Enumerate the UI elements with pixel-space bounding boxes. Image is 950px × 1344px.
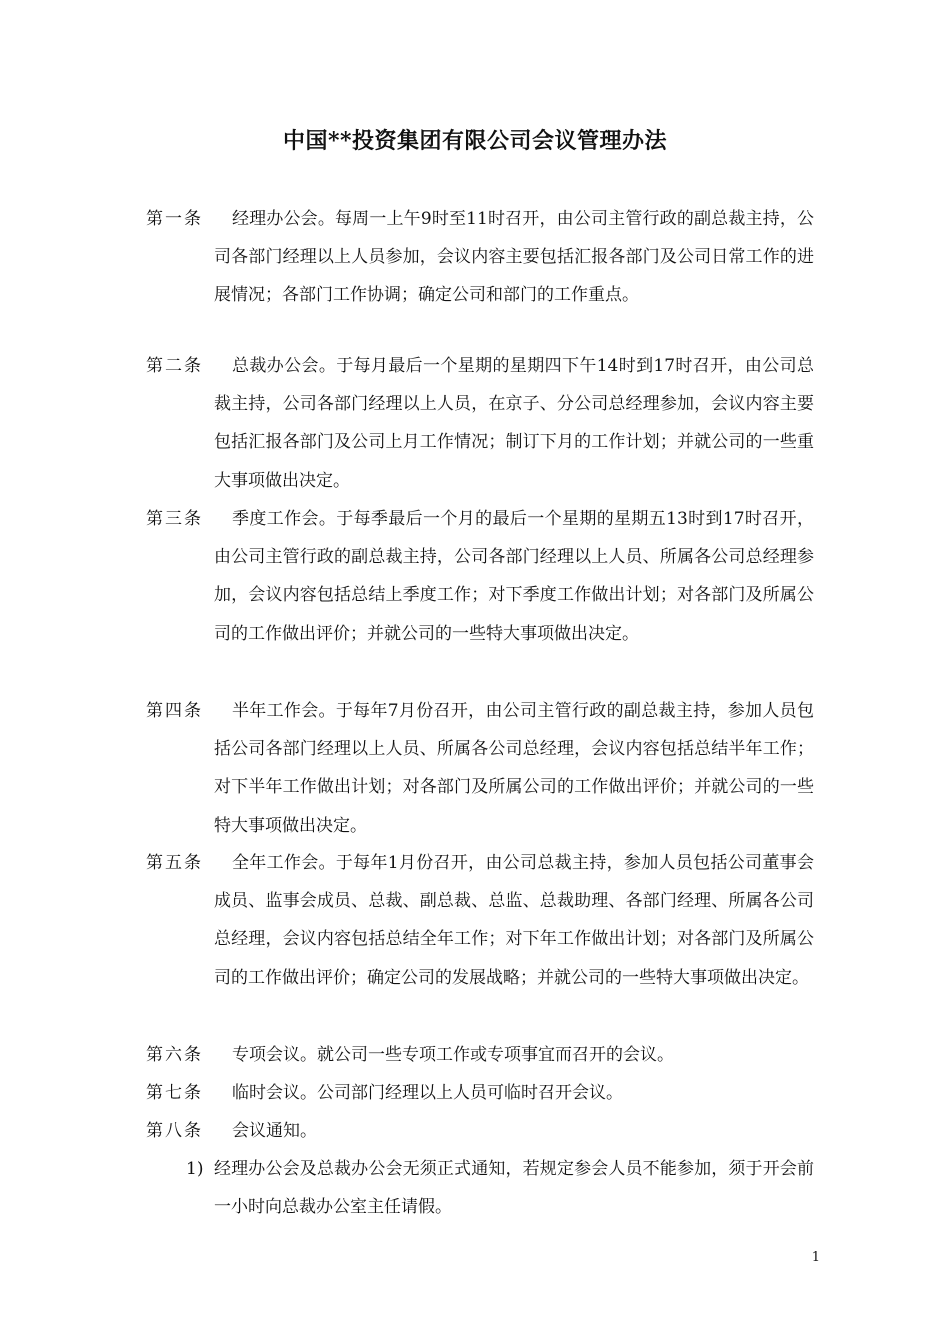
article-6 xyxy=(146,1036,826,1074)
sub-item-text: 经理办公会及总裁办公会无须正式通知，若规定参会人员不能参加，须于开会前一小时向总裁办公室主任请假。 xyxy=(214,1159,814,1218)
article-label: 第二条 xyxy=(146,356,203,376)
article-label: 第五条 xyxy=(146,853,203,873)
article-text: 半年工作会。于每年7月份召开，由公司主管行政的副总裁主持，参加人员包括公司各部门经理以上人员、所属各公司总经理，会议内容包括总结半年工作；对下半年工作做出计划；对各部门及所属公司的工作做出评价；并就公司的一些特大事项做出决定。 xyxy=(214,701,814,836)
article-8 xyxy=(146,1112,826,1150)
article-label: 第八条 xyxy=(146,1121,203,1141)
article-label: 第一条 xyxy=(146,209,203,229)
article-text: 会议通知。 xyxy=(232,1121,317,1141)
article-2 xyxy=(146,347,826,500)
sub-item-1 xyxy=(186,1150,826,1226)
article-text: 季度工作会。于每季最后一个月的最后一个星期的星期五13时到17时召开，由公司主管行政的副总裁主持，公司各部门经理以上人员、所属各公司总经理参加，会议内容包括总结上季度工作；对下季度工作做出计划；对各部门及所属公司的工作做出评价；并就公司的一些特大事项做出决定。 xyxy=(214,509,814,644)
article-text: 全年工作会。于每年1月份召开，由公司总裁主持，参加人员包括公司董事会成员、监事会成员、总裁、副总裁、总监、总裁助理、各部门经理、所属各公司总经理，会议内容包括总结全年工作；对下年工作做出计划；对各部门及所属公司的工作做出评价；确定公司的发展战略；并就公司的一些特大事项做出决定。 xyxy=(214,853,814,988)
article-7 xyxy=(146,1074,826,1112)
article-4 xyxy=(146,692,826,845)
article-text: 总裁办公会。于每月最后一个星期的星期四下午14时到17时召开，由公司总裁主持，公司各部门经理以上人员，在京子、分公司总经理参加，会议内容主要包括汇报各部门及公司上月工作情况；制订下月的工作计划；并就公司的一些重大事项做出决定。 xyxy=(214,356,814,491)
document-title: 中国**投资集团有限公司会议管理办法 xyxy=(282,128,667,154)
sub-item-number: 1) xyxy=(186,1159,204,1179)
article-5 xyxy=(146,844,826,997)
article-label: 第三条 xyxy=(146,509,203,529)
article-text: 临时会议。公司部门经理以上人员可临时召开会议。 xyxy=(232,1083,623,1103)
article-text: 专项会议。就公司一些专项工作或专项事宜而召开的会议。 xyxy=(232,1045,674,1065)
page-number: 1 xyxy=(811,1250,820,1265)
article-label: 第七条 xyxy=(146,1083,203,1103)
article-label: 第四条 xyxy=(146,701,203,721)
article-1 xyxy=(146,200,826,315)
article-3 xyxy=(146,500,826,653)
article-text: 经理办公会。每周一上午9时至11时召开，由公司主管行政的副总裁主持，公司各部门经理以上人员参加，会议内容主要包括汇报各部门及公司日常工作的进展情况；各部门工作协调；确定公司和部门的工作重点。 xyxy=(214,209,814,306)
article-label: 第六条 xyxy=(146,1045,203,1065)
